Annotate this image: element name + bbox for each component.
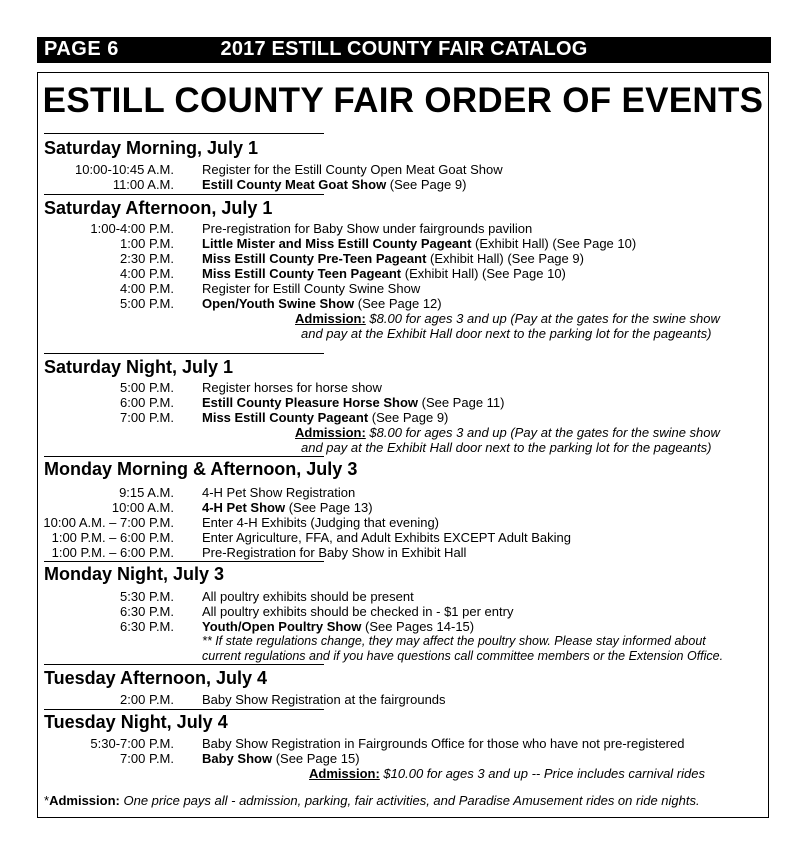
event-time: 11:00 A.M.: [112, 177, 174, 192]
section-heading: Monday Night, July 3: [44, 564, 225, 584]
section-heading: Tuesday Afternoon, July 4: [44, 668, 268, 688]
poultry-note: ** If state regulations change, they may affect the poultry show. Please stay informed about: [202, 634, 706, 648]
admission-note-cont: and pay at the Exhibit Hall door next to the parking lot for the pageants): [301, 326, 712, 341]
event-time: 6:30 P.M.: [120, 604, 174, 619]
event-text: Open/Youth Swine Show (See Page 12): [202, 296, 442, 311]
event-row: [38, 395, 764, 410]
event-time: 5:30-7:00 P.M.: [90, 736, 174, 751]
event-time: 4:00 P.M.: [120, 266, 174, 281]
event-row: [38, 485, 764, 500]
event-row: [38, 251, 764, 266]
admission-label: Admission:: [295, 311, 366, 326]
event-row: [38, 530, 764, 545]
event-row: [38, 515, 764, 530]
event-text: Estill County Pleasure Horse Show (See Page 11): [202, 395, 505, 410]
event-time: 10:00 A.M. – 7:00 P.M.: [43, 515, 174, 530]
event-text: Enter Agriculture, FFA, and Adult Exhibits EXCEPT Adult Baking: [202, 530, 572, 545]
event-text: All poultry exhibits should be present: [202, 589, 414, 604]
event-time: 4:00 P.M.: [120, 281, 174, 296]
event-time: 1:00-4:00 P.M.: [90, 221, 174, 236]
section-heading: Tuesday Night, July 4: [44, 712, 228, 732]
event-time: 1:00 P.M. – 6:00 P.M.: [51, 530, 174, 545]
section-divider: [44, 133, 324, 134]
admission-note-cont: and pay at the Exhibit Hall door next to the parking lot for the pageants): [301, 440, 712, 455]
event-text: Baby Show Registration at the fairgrounds: [202, 692, 446, 707]
event-row: [38, 751, 764, 766]
event-row: [38, 410, 764, 425]
section-heading: Saturday Night, July 1: [44, 357, 234, 377]
event-time: 10:00 A.M.: [111, 500, 174, 515]
event-text: All poultry exhibits should be checked in - $1 per entry: [202, 604, 514, 619]
event-time: 9:15 A.M.: [119, 485, 174, 500]
section-heading: Monday Morning & Afternoon, July 3: [44, 459, 358, 479]
section-divider: [44, 353, 324, 354]
event-text: Little Mister and Miss Estill County Pageant (Exhibit Hall) (See Page 10): [202, 236, 637, 251]
event-time: 1:00 P.M.: [120, 236, 174, 251]
event-row: [38, 604, 764, 619]
event-time: 10:00-10:45 A.M.: [74, 162, 174, 177]
event-text: Miss Estill County Pre-Teen Pageant (Exhibit Hall) (See Page 9): [202, 251, 584, 266]
admission-label: Admission:: [295, 425, 366, 440]
event-time: 6:30 P.M.: [120, 619, 174, 634]
event-row: [38, 221, 764, 236]
event-text: Miss Estill County Teen Pageant (Exhibit Hall) (See Page 10): [202, 266, 566, 281]
section-divider: [44, 561, 324, 562]
event-row: [38, 692, 764, 707]
admission-footer: *Admission: One price pays all - admission, parking, fair activities, and Paradise Amusement rides on ride nights.: [44, 793, 700, 808]
event-text: Estill County Meat Goat Show (See Page 9): [202, 177, 467, 192]
admission-label: Admission:: [309, 766, 380, 781]
event-row: [38, 177, 764, 192]
event-time: 6:00 P.M.: [120, 395, 174, 410]
event-row: [38, 619, 764, 634]
header-bar: [37, 37, 771, 63]
event-text: Register for Estill County Swine Show: [202, 281, 421, 296]
event-text: 4-H Pet Show Registration: [202, 485, 356, 500]
footer-admission-label: Admission:: [49, 793, 120, 808]
poultry-note-cont: current regulations and if you have questions call committee members or the Extension Office.: [202, 649, 724, 663]
event-time: 2:00 P.M.: [120, 692, 174, 707]
event-time: 1:00 P.M. – 6:00 P.M.: [51, 545, 174, 560]
event-time: 7:00 P.M.: [120, 751, 174, 766]
section-heading: Saturday Afternoon, July 1: [44, 198, 273, 218]
event-text: Register horses for horse show: [202, 380, 382, 395]
event-row: [38, 162, 764, 177]
event-time: 5:00 P.M.: [120, 380, 174, 395]
event-row: [38, 296, 764, 311]
event-time: 5:00 P.M.: [120, 296, 174, 311]
event-text: Register for the Estill County Open Meat Goat Show: [202, 162, 503, 177]
page-number: PAGE 6: [44, 38, 119, 60]
event-row: [38, 380, 764, 395]
event-time: 7:00 P.M.: [120, 410, 174, 425]
event-text: Enter 4-H Exhibits (Judging that evening): [202, 515, 440, 530]
events-frame: [37, 72, 769, 818]
event-text: Baby Show (See Page 15): [202, 751, 360, 766]
section-divider: [44, 194, 324, 195]
event-row: [38, 736, 764, 751]
event-row: [38, 281, 764, 296]
catalog-title: 2017 ESTILL COUNTY FAIR CATALOG: [220, 38, 588, 60]
admission-note: Admission: $8.00 for ages 3 and up (Pay at the gates for the swine show: [295, 425, 720, 440]
event-text: Baby Show Registration in Fairgrounds Office for those who have not pre-registered: [202, 736, 685, 751]
event-row: [38, 589, 764, 604]
event-row: [38, 500, 764, 515]
section-divider: [44, 456, 324, 457]
page-title: ESTILL COUNTY FAIR ORDER OF EVENTS: [42, 81, 764, 120]
event-text: Youth/Open Poultry Show (See Pages 14-15): [202, 619, 475, 634]
admission-note: Admission: $10.00 for ages 3 and up -- Price includes carnival rides: [309, 766, 705, 781]
event-row: [38, 545, 764, 560]
event-text: 4-H Pet Show (See Page 13): [202, 500, 373, 515]
event-time: 5:30 P.M.: [120, 589, 174, 604]
event-text: Pre-Registration for Baby Show in Exhibit Hall: [202, 545, 467, 560]
event-text: Miss Estill County Pageant (See Page 9): [202, 410, 449, 425]
section-divider: [44, 709, 324, 710]
event-row: [38, 236, 764, 251]
section-divider: [44, 664, 324, 665]
admission-note: Admission: $8.00 for ages 3 and up (Pay at the gates for the swine show: [295, 311, 720, 326]
event-text: Pre-registration for Baby Show under fairgrounds pavilion: [202, 221, 533, 236]
event-time: 2:30 P.M.: [120, 251, 174, 266]
section-heading: Saturday Morning, July 1: [44, 138, 259, 158]
event-row: [38, 266, 764, 281]
